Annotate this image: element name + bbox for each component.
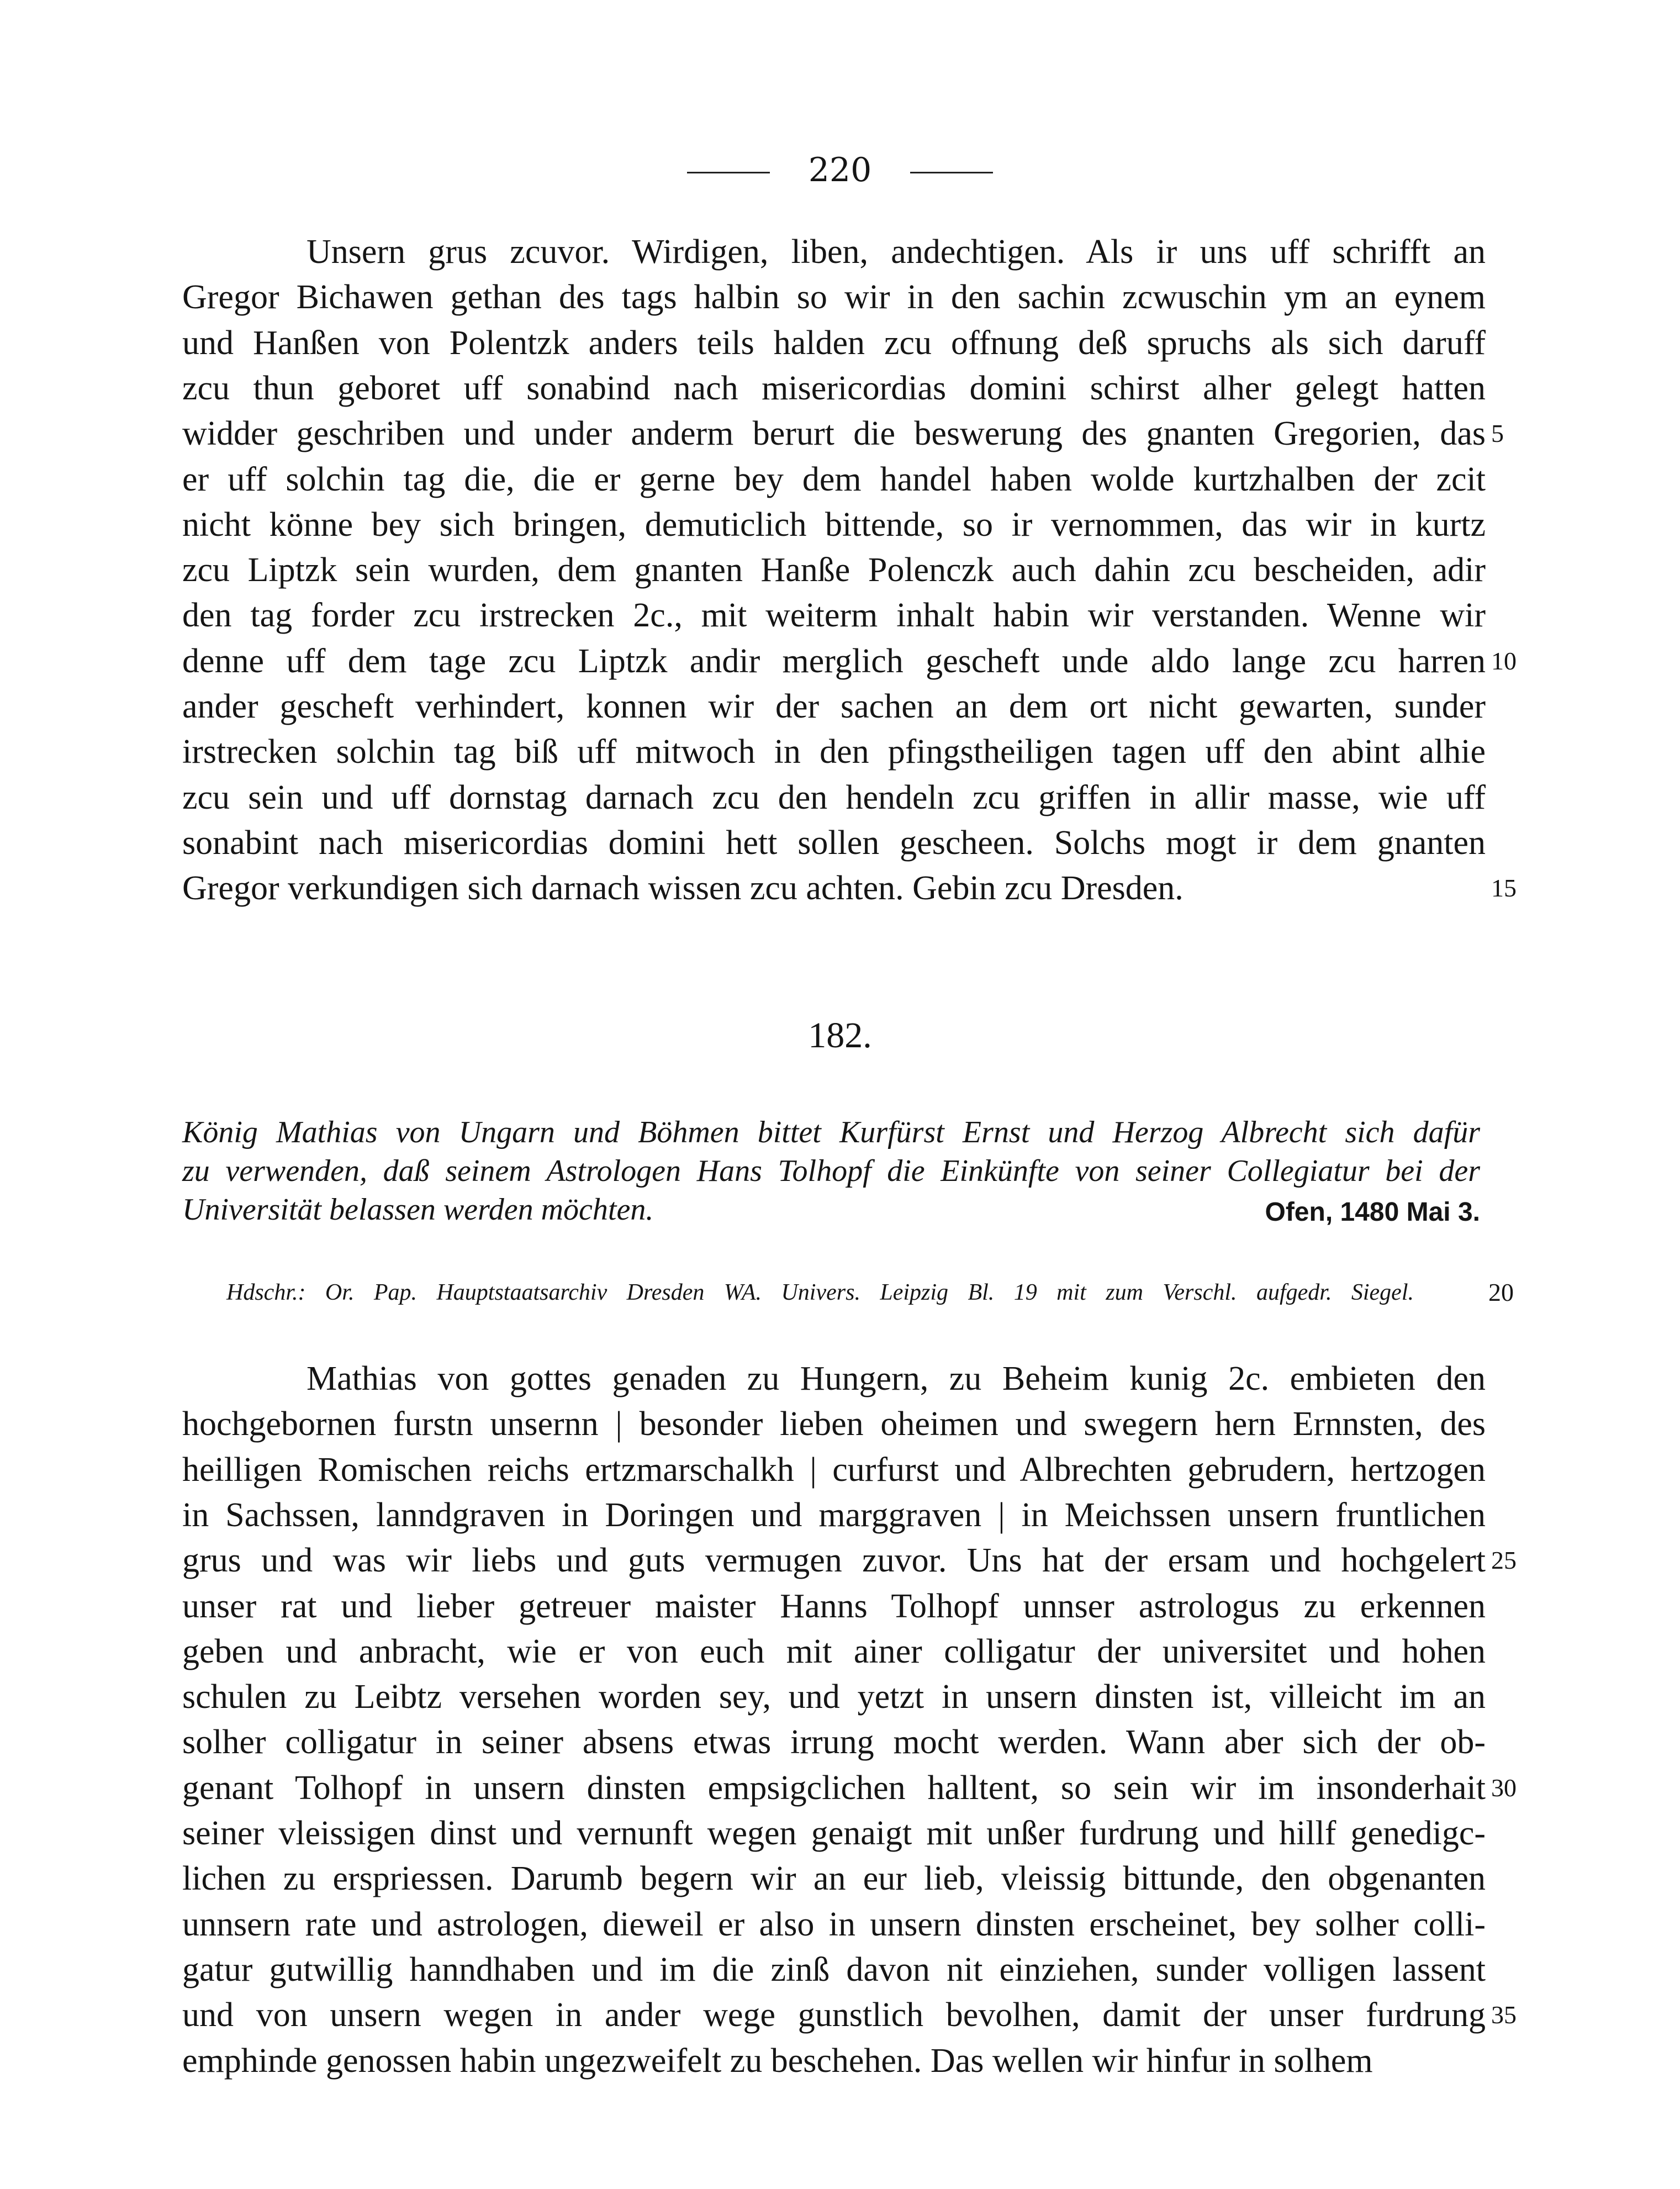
page-number: 220: [808, 151, 872, 189]
regest-line: Universität belassen werden möchten.: [182, 1193, 654, 1227]
text-line: Unsern grus zcuvor. Wirdigen, liben, andechtigen. Als ir uns uff schrifft an: [307, 233, 1486, 271]
text-line: geben und anbracht, wie er von euch mit ainer colligatur der universitet und hohen: [182, 1632, 1486, 1670]
text-line: genant Tolhopf in unsern dinsten empsigclichen halltent, so sein wir im insonderhait: [182, 1769, 1486, 1807]
text-line: irstrecken solchin tag biß uff mitwoch in den pfingstheiligen tagen uff den abint alhie: [182, 733, 1486, 771]
text-line: Gregor Bichawen gethan des tags halbin so wir in den sachin zcwuschin ym an eynem: [182, 278, 1486, 317]
text-line: lichen zu erspriessen. Darumb begern wir an eur lieb, vleissig bittunde, den obgenanten: [182, 1860, 1486, 1898]
text-line: Gregor verkundigen sich darnach wissen zcu achten. Gebin zcu Dresden.: [182, 869, 1184, 908]
header-dash-left: [687, 172, 770, 173]
page-header: [0, 148, 1680, 192]
text-line: nicht könne bey sich bringen, demuticlich bittende, so ir vernommen, das wir in kurtz: [182, 505, 1486, 544]
text-line: seiner vleissigen dinst und vernunft wegen genaigt mit unßer furdrung und hillf genedigc-: [182, 1815, 1486, 1852]
line-number: 15: [1491, 874, 1517, 903]
source-note: Hdschr.: Or. Pap. Hauptstaatsarchiv Dresden WA. Univers. Leipzig Bl. 19 mit zum Verschl. aufgedr. Siegel.: [226, 1280, 1414, 1305]
line-number: 25: [1491, 1546, 1517, 1575]
line-number: 10: [1491, 646, 1517, 675]
text-line: gatur gutwillig hanndhaben und im die zinß davon nit einziehen, sunder volligen lassent: [182, 1950, 1486, 1988]
text-line: und Hanßen von Polentzk anders teils halden zcu offnung deß spruchs als sich daruff: [182, 324, 1486, 362]
text-line: ander gescheft verhindert, konnen wir der sachen an dem ort nicht gewarten, sunder: [182, 688, 1486, 725]
text-line: unser rat und lieber getreuer maister Hanns Tolhopf unnser astrologus zu erkennen: [182, 1587, 1486, 1625]
line-number: 30: [1491, 1773, 1517, 1802]
text-line: sonabint nach misericordias domini hett sollen gescheen. Solchs mogt ir dem gnanten: [182, 824, 1486, 862]
text-line: hochgebornen furstn unsernn | besonder lieben oheimen und swegern hern Ernnsten, des: [182, 1405, 1486, 1443]
text-line: zcu sein und uff dornstag darnach zcu den hendeln zcu griffen in allir masse, wie uff: [182, 778, 1486, 816]
text-line: solher colligatur in seiner absens etwas irrung mocht werden. Wann aber sich der ob-: [182, 1723, 1486, 1761]
text-line: in Sachssen, lanndgraven in Doringen und marggraven | in Meichssen unsern fruntlichen: [182, 1496, 1486, 1534]
document-number: 182.: [808, 1015, 872, 1056]
header-dash-right: [910, 172, 993, 173]
text-line: heilligen Romischen reichs ertzmarschalkh | curfurst und Albrechten gebrudern, hertzogen: [182, 1450, 1486, 1489]
line-number: 35: [1491, 2001, 1517, 2029]
text-line: schulen zu Leibtz versehen worden sey, und yetzt in unsern dinsten ist, villeicht im an: [182, 1678, 1486, 1716]
line-number: 20: [1488, 1278, 1514, 1306]
text-line: unnsern rate und astrologen, dieweil er also in unsern dinsten erscheinet, bey solher colli-: [182, 1905, 1486, 1943]
text-line: zcu Liptzk sein wurden, dem gnanten Hanße Polenczk auch dahin zcu bescheiden, adir: [182, 551, 1486, 589]
text-line: zcu thun geboret uff sonabind nach misericordias domini schirst alher gelegt hatten: [182, 369, 1486, 407]
regest-line: zu verwenden, daß seinem Astrologen Hans Tolhopf die Einkünfte von seiner Collegiatur bei der: [182, 1154, 1480, 1188]
text-line: grus und was wir liebs und guts vermugen zuvor. Uns hat der ersam und hochgelert: [182, 1542, 1486, 1580]
text-line: und von unsern wegen in ander wege gunstlich bevolhen, damit der unser furdrung: [182, 1996, 1486, 2034]
text-line: er uff solchin tag die, die er gerne bey dem handel haben wolde kurtzhalben der zcit: [182, 460, 1486, 498]
line-number: 5: [1491, 419, 1504, 448]
text-line: widder geschriben und under anderm berurt die beswerung des gnanten Gregorien, das: [182, 415, 1486, 453]
text-line: denne uff dem tage zcu Liptzk andir merglich gescheft unde aldo lange zcu harren: [182, 642, 1486, 680]
text-line: den tag forder zcu irstrecken 2c., mit weiterm inhalt habin wir verstanden. Wenne wir: [182, 597, 1486, 635]
document-dateline: Ofen, 1480 Mai 3.: [1265, 1198, 1480, 1227]
regest-line: König Mathias von Ungarn und Böhmen bittet Kurfürst Ernst und Herzog Albrecht sich dafür: [182, 1115, 1480, 1149]
text-line: Mathias von gottes genaden zu Hungern, zu Beheim kunig 2c. embieten den: [307, 1360, 1486, 1397]
text-line: emphinde genossen habin ungezweifelt zu beschehen. Das wellen wir hinfur in solhem: [182, 2042, 1373, 2080]
